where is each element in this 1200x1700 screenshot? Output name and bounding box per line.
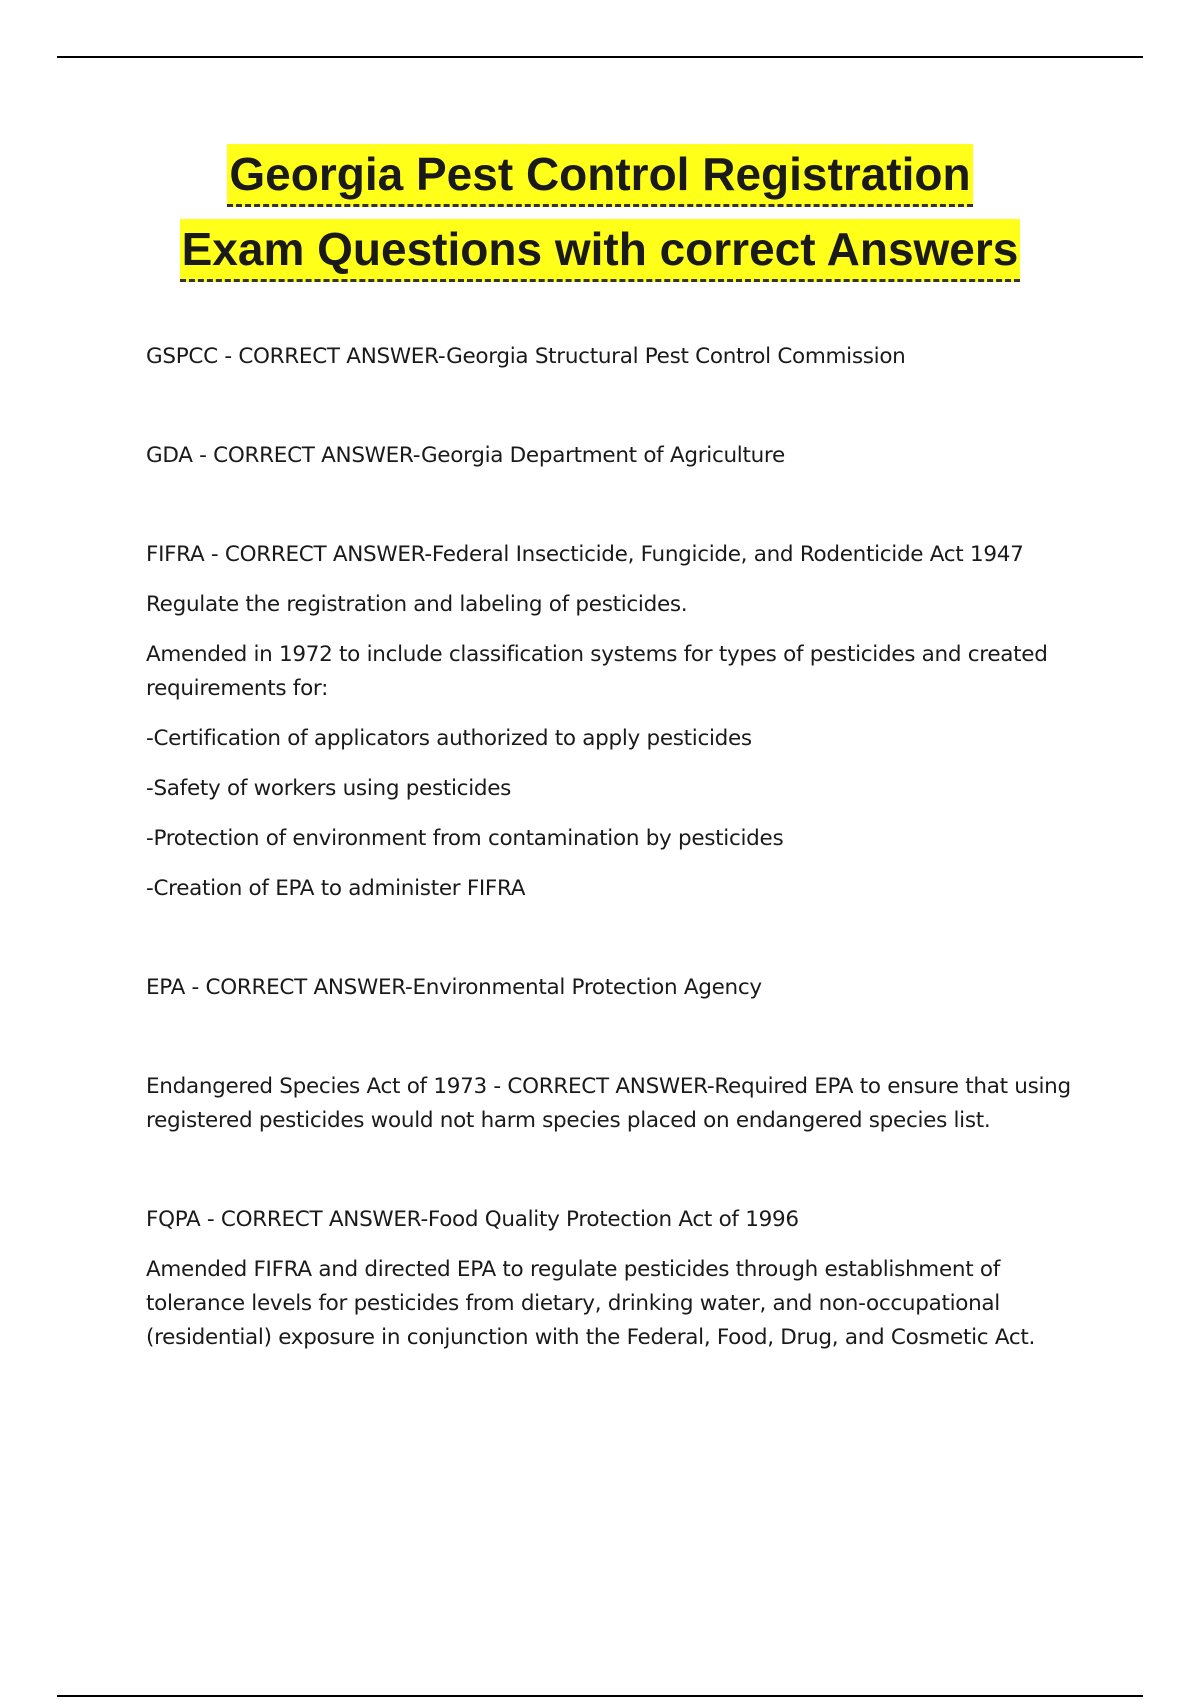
- qa-entry-fqpa: [146, 1203, 1096, 1355]
- qa-text: GDA - CORRECT ANSWER-Georgia Department of Agriculture: [146, 443, 785, 468]
- qa-text: EPA - CORRECT ANSWER-Environmental Protection Agency: [146, 975, 762, 1000]
- qa-list-item: -Safety of workers using pesticides: [146, 776, 512, 801]
- qa-entry-esa: [146, 1070, 1096, 1138]
- qa-text: FIFRA - CORRECT ANSWER-Federal Insecticide, Fungicide, and Rodenticide Act 1947: [146, 542, 1024, 567]
- title-line-2: Exam Questions with correct Answers: [180, 219, 1021, 282]
- document-body: [146, 340, 1096, 1420]
- header-rule: [57, 56, 1143, 58]
- qa-text: GSPCC - CORRECT ANSWER-Georgia Structural Pest Control Commission: [146, 344, 906, 369]
- qa-text: FQPA - CORRECT ANSWER-Food Quality Protection Act of 1996: [146, 1207, 799, 1232]
- qa-entry-gda: [146, 439, 1096, 473]
- qa-text: Amended in 1972 to include classification systems for types of pesticides and created requirements for:: [146, 642, 1048, 701]
- qa-text: Regulate the registration and labeling of pesticides.: [146, 592, 688, 617]
- qa-text: Endangered Species Act of 1973 - CORRECT ANSWER-Required EPA to ensure that using registered pesticides would not harm species placed on endangered species list.: [146, 1074, 1071, 1133]
- document-title: [0, 140, 1200, 290]
- qa-entry-gspcc: [146, 340, 1096, 374]
- qa-list-item: -Protection of environment from contamination by pesticides: [146, 826, 784, 851]
- qa-text: Amended FIFRA and directed EPA to regulate pesticides through establishment of tolerance levels for pesticides from dietary, drinking water, and non-occupational (residential) exposure in conjunction with the Federal, Food, Drug, and Cosmetic Act.: [146, 1257, 1036, 1350]
- qa-entry-fifra: [146, 538, 1096, 906]
- qa-entry-epa: [146, 971, 1096, 1005]
- qa-list-item: -Creation of EPA to administer FIFRA: [146, 876, 526, 901]
- footer-rule: [57, 1695, 1143, 1697]
- title-line-1: Georgia Pest Control Registration: [227, 144, 972, 207]
- qa-list-item: -Certification of applicators authorized to apply pesticides: [146, 726, 752, 751]
